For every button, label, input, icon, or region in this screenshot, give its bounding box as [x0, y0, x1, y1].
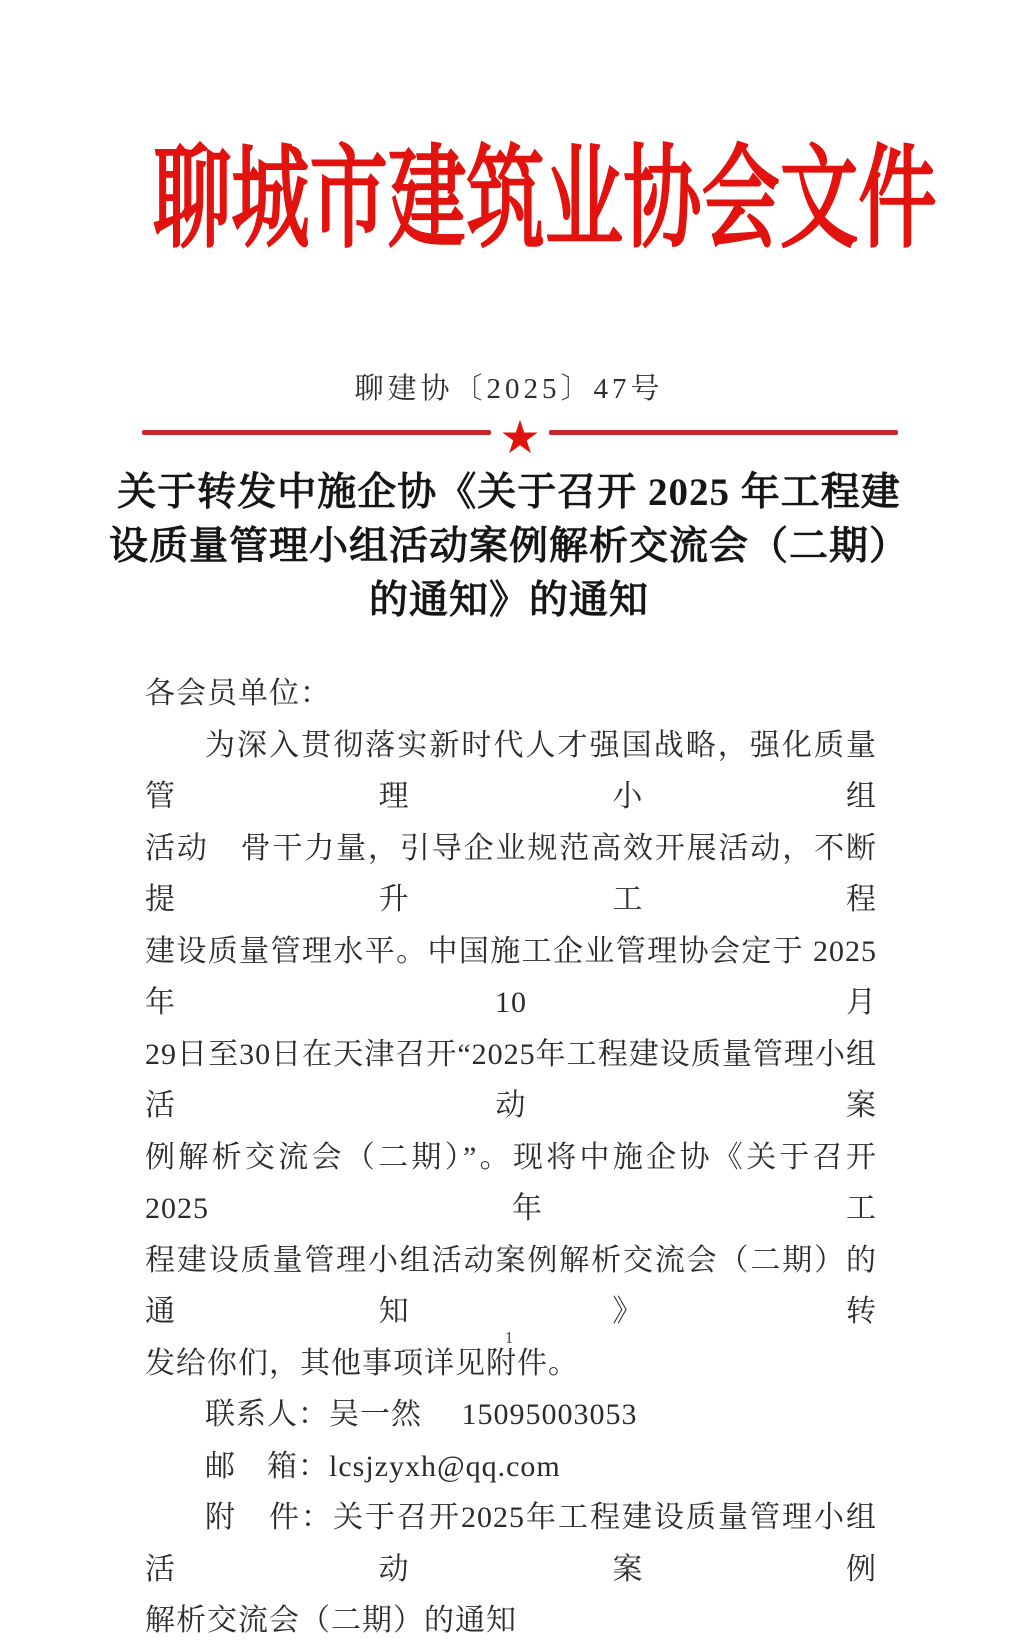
- header-divider: [142, 410, 898, 464]
- document-title-line: 的通知》的通知: [368, 579, 649, 622]
- email-line: 邮 箱：lcsjzyxh@qq.com: [205, 1449, 561, 1483]
- paragraph-line: 发给你们，其他事项详见附件。: [145, 1346, 579, 1380]
- document-title-line: 关于转发中施企协《关于召开 2025 年工程建: [117, 471, 901, 514]
- star-icon: ★: [499, 410, 541, 464]
- divider-line-right: [549, 430, 898, 435]
- divider-line-left: [142, 430, 491, 435]
- page-number: 1: [504, 1328, 514, 1347]
- masthead-org-title: 聊城市建筑业协会文件: [152, 138, 937, 262]
- paragraph-line: 为深入贯彻落实新时代人才强国战略，强化质量管理小组: [145, 728, 877, 813]
- document-body: [145, 668, 877, 1647]
- paragraph-line: 29日至30日在天津召开“2025年工程建设质量管理小组活动案: [145, 1037, 877, 1122]
- paragraph-line: 程建设质量管理小组活动案例解析交流会（二期）的通知》转: [145, 1243, 877, 1328]
- salutation-line: 各会员单位：: [145, 677, 331, 710]
- document-number: 聊建协〔2025〕47号: [354, 373, 664, 405]
- contact-person-line: 联系人：吴一然 15095003053: [205, 1398, 638, 1431]
- document-title-line: 设质量管理小组活动案例解析交流会（二期）: [108, 525, 909, 568]
- paragraph-line: 活动 骨干力量，引导企业规范高效开展活动，不断提升工程: [145, 831, 877, 916]
- paragraph-line: 建设质量管理水平。中国施工企业管理协会定于 2025年10月: [145, 934, 877, 1019]
- document-title: [60, 466, 958, 628]
- attachment-line: 附 件：关于召开2025年工程建设质量管理小组活动案例: [145, 1501, 877, 1586]
- paragraph-line: 例解析交流会（二期）”。现将中施企协《关于召开2025年工: [145, 1140, 877, 1225]
- attachment-continuation-line: 解析交流会（二期）的通知: [145, 1604, 517, 1637]
